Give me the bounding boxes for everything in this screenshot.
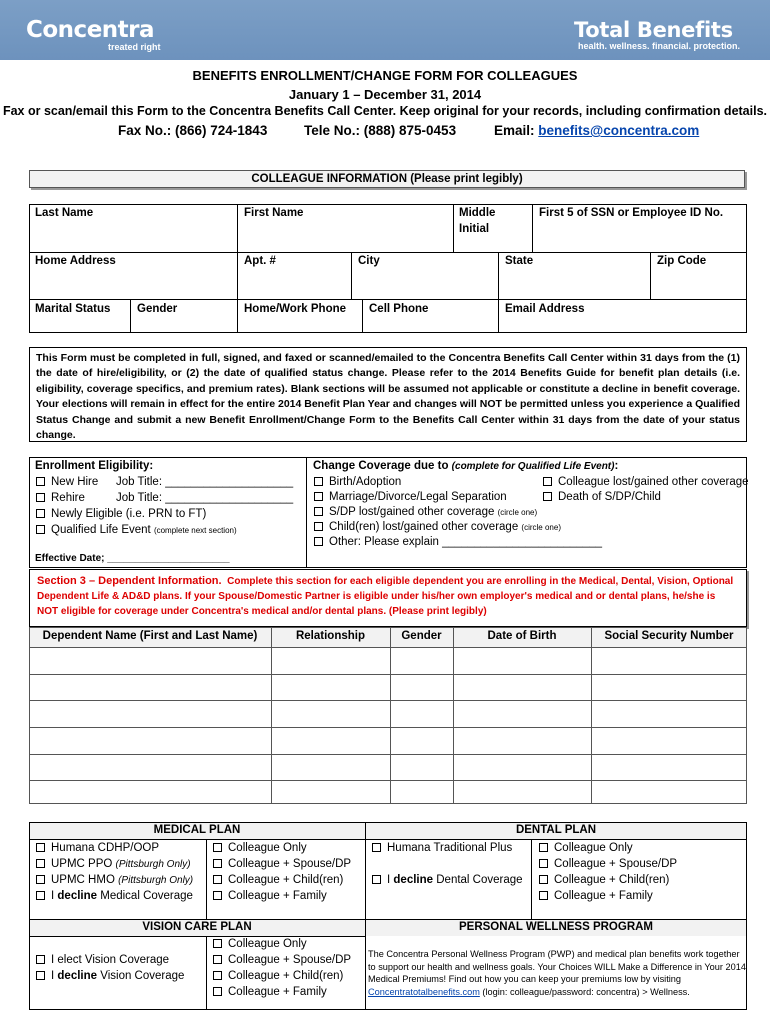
table-row[interactable] (30, 781, 746, 804)
dental-plan-heading: DENTAL PLAN (365, 822, 747, 839)
humana-cdhp-checkbox[interactable]: Humana CDHP/OOP (36, 842, 159, 854)
wellness-heading: PERSONAL WELLNESS PROGRAM (365, 919, 747, 936)
qle-checkbox[interactable]: Qualified Life Event (complete next section) (36, 524, 237, 536)
checkbox-icon (543, 492, 552, 501)
last-name-field[interactable]: Last Name (35, 207, 94, 219)
job-title-rehire[interactable]: Job Title: ____________________ (116, 492, 294, 504)
checkbox-icon (314, 537, 323, 546)
checkbox-icon (36, 477, 45, 486)
rehire-checkbox[interactable]: Rehire (36, 492, 85, 504)
checkbox-icon (36, 971, 45, 980)
other-checkbox[interactable]: Other: Please explain _________________________ (314, 536, 602, 548)
email-link[interactable]: benefits@concentra.com (538, 123, 700, 138)
checkbox-icon (213, 955, 222, 964)
ssn-field[interactable]: First 5 of SSN or Employee ID No. (539, 207, 724, 219)
checkbox-icon (314, 492, 323, 501)
decline-medical-checkbox[interactable]: I decline Medical Coverage (36, 890, 193, 902)
table-row[interactable] (30, 648, 746, 674)
gender-field[interactable]: Gender (137, 303, 178, 315)
checkbox-icon (36, 955, 45, 964)
form-instructions: Fax or scan/email this Form to the Concentra Benefits Call Center. Keep original for your records, including confirmation details. (2, 104, 768, 118)
wellness-link[interactable]: Concentratotalbenefits.com (368, 986, 480, 997)
total-benefits-logo: Total Benefits health. wellness. financial. protection. (574, 18, 741, 51)
table-row[interactable] (30, 701, 746, 727)
vision-spouse[interactable]: Colleague + Spouse/DP (213, 954, 351, 966)
home-address-field[interactable]: Home Address (35, 255, 116, 267)
checkbox-icon (543, 477, 552, 486)
upmc-hmo-checkbox[interactable]: UPMC HMO (Pittsburgh Only) (36, 874, 193, 886)
state-field[interactable]: State (505, 255, 534, 267)
checkbox-icon (314, 507, 323, 516)
vision-family[interactable]: Colleague + Family (213, 986, 327, 998)
form-title: BENEFITS ENROLLMENT/CHANGE FORM FOR COLLEAGUES (192, 68, 578, 83)
checkbox-icon (213, 987, 222, 996)
checkbox-icon (36, 525, 45, 534)
checkbox-icon (213, 875, 222, 884)
effective-date-field[interactable]: Effective Date; ______________________ (35, 553, 230, 564)
first-name-field[interactable]: First Name (244, 207, 304, 219)
upmc-ppo-checkbox[interactable]: UPMC PPO (Pittsburgh Only) (36, 858, 191, 870)
sdp-lost-checkbox[interactable]: S/DP lost/gained other coverage (circle one) (314, 506, 537, 518)
checkbox-icon (539, 859, 548, 868)
medical-plan-heading: MEDICAL PLAN (29, 822, 365, 839)
checkbox-icon (36, 843, 45, 852)
birth-adoption-checkbox[interactable]: Birth/Adoption (314, 476, 401, 488)
change-coverage-heading: Change Coverage due to (complete for Qualified Life Event): (313, 460, 619, 472)
decline-dental-checkbox[interactable]: I decline Dental Coverage (372, 874, 523, 886)
decline-vision-checkbox[interactable]: I decline Vision Coverage (36, 970, 184, 982)
concentra-logo: Concentra treated right (26, 17, 161, 52)
form-notice: This Form must be completed in full, signed, and faxed or scanned/emailed to the Concentra Benefits Call Center within 31 days from the (1) the date of hire/eligibility, or (2) the date of qualified status change. Please refer to the 2014 Benefits Guide for benefit plan details (i.e. eligibility, coverage specifics, and premium rates). Blank sections will be assumed not applicable or constitute a decline in benefit coverage. Your elections will remain in effect for the entire 2014 Benefit Plan Year and changes will NOT be permitted unless you experience a Qualified Status Change and submit a new Benefit Enrollment/Change Form to the Benefits Call Center within 31 days from the date of your status change. (29, 347, 747, 442)
checkbox-icon (539, 891, 548, 900)
checkbox-icon (314, 477, 323, 486)
zip-field[interactable]: Zip Code (657, 255, 707, 267)
dental-children[interactable]: Colleague + Child(ren) (539, 874, 669, 886)
header-banner (0, 0, 770, 60)
checkbox-icon (36, 509, 45, 518)
home-work-phone-field[interactable]: Home/Work Phone (244, 303, 347, 315)
checkbox-icon (36, 891, 45, 900)
wellness-text: The Concentra Personal Wellness Program (PWP) and medical plan benefits work together to support our health and wellness goals. Your Choices WILL Make a Difference in Your 2014 Medical Premiums! Find out how you can keep your premiums low by visiting Concentratotalbenefits.com (login: colleague/password: concentra) > Wellness. (368, 949, 746, 997)
vision-children[interactable]: Colleague + Child(ren) (213, 970, 343, 982)
marriage-checkbox[interactable]: Marriage/Divorce/Legal Separation (314, 491, 507, 503)
checkbox-icon (213, 939, 222, 948)
checkbox-icon (36, 859, 45, 868)
medical-spouse[interactable]: Colleague + Spouse/DP (213, 858, 351, 870)
middle-initial-field[interactable]: Middle (459, 207, 496, 219)
eligibility-heading: Enrollment Eligibility: (35, 460, 154, 472)
table-row[interactable] (30, 728, 746, 754)
child-lost-checkbox[interactable]: Child(ren) lost/gained other coverage (circle one) (314, 521, 561, 533)
email-address-field[interactable]: Email Address (505, 303, 585, 315)
checkbox-icon (213, 971, 222, 980)
checkbox-icon (213, 859, 222, 868)
email-contact: Email: benefits@concentra.com (494, 123, 700, 138)
elect-vision-checkbox[interactable]: I elect Vision Coverage (36, 954, 169, 966)
checkbox-icon (539, 875, 548, 884)
marital-status-field[interactable]: Marital Status (35, 303, 111, 315)
dental-family[interactable]: Colleague + Family (539, 890, 653, 902)
colleague-info-heading: COLLEAGUE INFORMATION (Please print legibly) (29, 170, 745, 188)
medical-family[interactable]: Colleague + Family (213, 890, 327, 902)
col-ssn: Social Security Number (604, 630, 734, 642)
vision-plan-heading: VISION CARE PLAN (29, 919, 365, 936)
dental-colleague-only[interactable]: Colleague Only (539, 842, 633, 854)
medical-children[interactable]: Colleague + Child(ren) (213, 874, 343, 886)
humana-traditional-checkbox[interactable]: Humana Traditional Plus (372, 842, 512, 854)
death-checkbox[interactable]: Death of S/DP/Child (543, 491, 661, 503)
colleague-lost-checkbox[interactable]: Colleague lost/gained other coverage (543, 476, 749, 488)
checkbox-icon (213, 891, 222, 900)
checkbox-icon (372, 843, 381, 852)
checkbox-icon (314, 522, 323, 531)
checkbox-icon (36, 493, 45, 502)
new-hire-checkbox[interactable]: New Hire (36, 476, 98, 488)
tele-number: Tele No.: (888) 875-0453 (304, 123, 457, 138)
col-dependent-name: Dependent Name (First and Last Name) (42, 630, 258, 642)
apt-field[interactable]: Apt. # (244, 255, 276, 267)
dental-spouse[interactable]: Colleague + Spouse/DP (539, 858, 677, 870)
col-relationship: Relationship (295, 630, 365, 642)
form-dates: January 1 – December 31, 2014 (288, 87, 482, 102)
checkbox-icon (372, 875, 381, 884)
checkbox-icon (213, 843, 222, 852)
middle-initial-label: Initial (459, 223, 490, 235)
col-gender: Gender (401, 630, 442, 642)
col-dob: Date of Birth (487, 630, 557, 642)
cell-phone-field[interactable]: Cell Phone (369, 303, 429, 315)
checkbox-icon (539, 843, 548, 852)
vision-colleague-only[interactable]: Colleague Only (213, 938, 307, 950)
newly-eligible-checkbox[interactable]: Newly Eligible (i.e. PRN to FT) (36, 508, 206, 520)
fax-number: Fax No.: (866) 724-1843 (118, 123, 268, 138)
checkbox-icon (36, 875, 45, 884)
job-title-new-hire[interactable]: Job Title: ____________________ (116, 476, 294, 488)
medical-colleague-only[interactable]: Colleague Only (213, 842, 307, 854)
table-row[interactable] (30, 675, 746, 700)
section3-note: Section 3 – Dependent Information. Complete this section for each eligible dependent you are enrolling in the Medical, Dental, Vision, Optional Dependent Life & AD&D plans. If your Spouse/Domestic Partner is eligible under his/her own employer's medical and or dental plans, he/she is NOT eligible for coverage under Concentra's medical and/or dental plans. (Please print legibly) (29, 569, 747, 627)
table-row[interactable] (30, 755, 746, 780)
city-field[interactable]: City (358, 255, 380, 267)
